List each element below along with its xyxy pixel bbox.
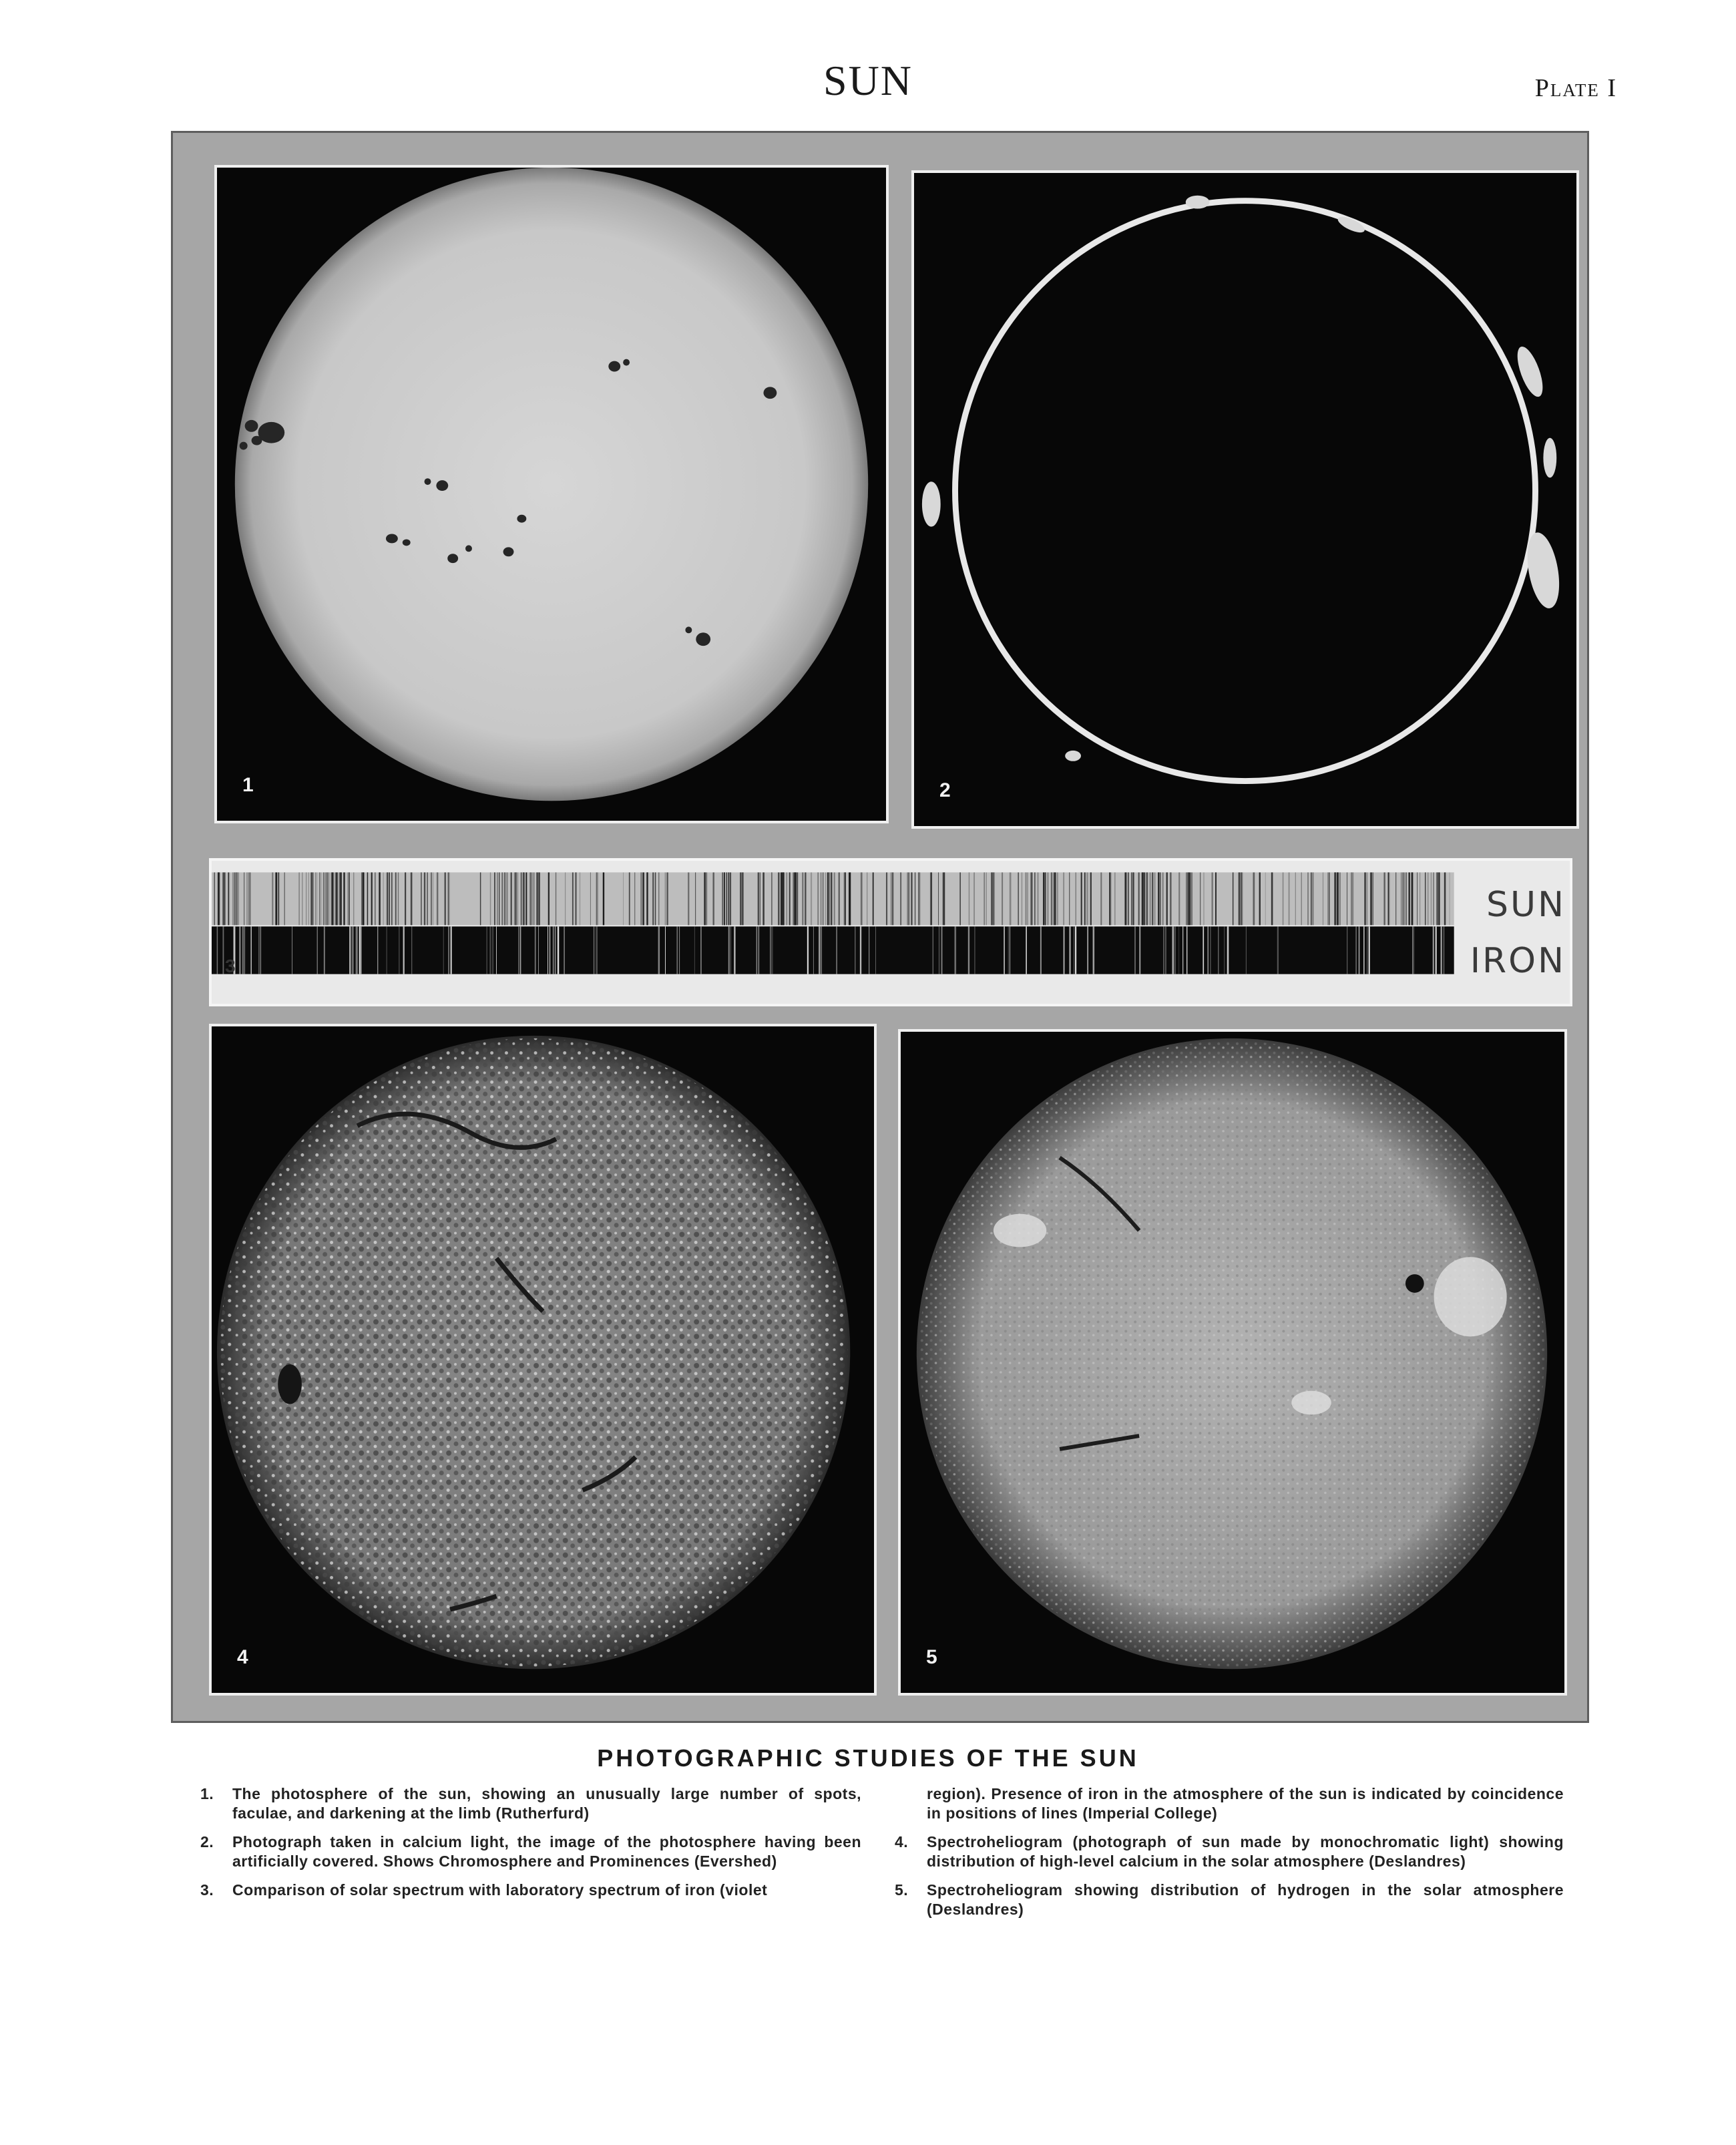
figure-number-4: 4 bbox=[237, 1646, 248, 1668]
figure-number-3: 3 bbox=[225, 956, 236, 976]
caption-text: Spectroheliogram (photograph of sun made by monochromatic light) showing distribution of high-level calcium in the solar atmosphere (Deslandres) bbox=[927, 1833, 1564, 1870]
caption-number: 2. bbox=[200, 1833, 214, 1850]
spectrum-label-sun: SUN bbox=[1486, 885, 1566, 925]
figure-number-5: 5 bbox=[926, 1646, 937, 1668]
calcium-spectroheliogram-image bbox=[212, 1026, 874, 1693]
figure-number-2: 2 bbox=[939, 779, 951, 801]
plate-label: Plate I bbox=[1534, 74, 1617, 102]
caption-item-2 bbox=[200, 1832, 861, 1871]
figure-4-calcium-spectroheliogram bbox=[209, 1024, 877, 1696]
caption-text: The photosphere of the sun, showing an unusually large number of spots, faculae, and darkening at the limb (Rutherfurd) bbox=[232, 1785, 861, 1822]
caption-title: PHOTOGRAPHIC STUDIES OF THE SUN bbox=[597, 1744, 1139, 1772]
figure-3-spectrum bbox=[209, 858, 1572, 1006]
figure-number-1: 1 bbox=[242, 774, 254, 796]
plate-frame bbox=[171, 131, 1589, 1723]
caption-item-3-continued: region). Presence of iron in the atmosphere of the sun is indicated by coincidence in positions of lines (Imperial College) bbox=[927, 1785, 1564, 1822]
figure-2-chromosphere bbox=[911, 170, 1579, 829]
figure-5-hydrogen-spectroheliogram bbox=[898, 1029, 1567, 1696]
caption-text: Spectroheliogram showing distribution of hydrogen in the solar atmosphere (Deslandres) bbox=[927, 1881, 1564, 1918]
figure-1-photosphere bbox=[214, 165, 889, 823]
caption-item-5 bbox=[895, 1881, 1564, 1919]
caption-number: 5. bbox=[895, 1881, 909, 1899]
caption-item-1 bbox=[200, 1784, 861, 1823]
caption-column-right bbox=[895, 1784, 1564, 1929]
photosphere-image bbox=[217, 168, 886, 821]
caption-item-3 bbox=[200, 1881, 861, 1900]
spectrum-label-iron: IRON bbox=[1470, 941, 1566, 981]
page-title: SUN bbox=[823, 57, 913, 104]
caption-number: 4. bbox=[895, 1833, 909, 1850]
chromosphere-image bbox=[914, 173, 1576, 826]
spectrum-image bbox=[212, 861, 1570, 1004]
caption-text: Comparison of solar spectrum with laboratory spectrum of iron (violet bbox=[232, 1881, 768, 1899]
caption-item-4 bbox=[895, 1832, 1564, 1871]
hydrogen-spectroheliogram-image bbox=[901, 1032, 1564, 1693]
caption-text: Photograph taken in calcium light, the image of the photosphere having been artificially covered. Shows Chromosphere and Prominences (Evershed) bbox=[232, 1833, 861, 1870]
caption-number: 3. bbox=[200, 1881, 214, 1899]
caption-number: 1. bbox=[200, 1785, 214, 1802]
caption-column-left bbox=[200, 1784, 861, 1909]
